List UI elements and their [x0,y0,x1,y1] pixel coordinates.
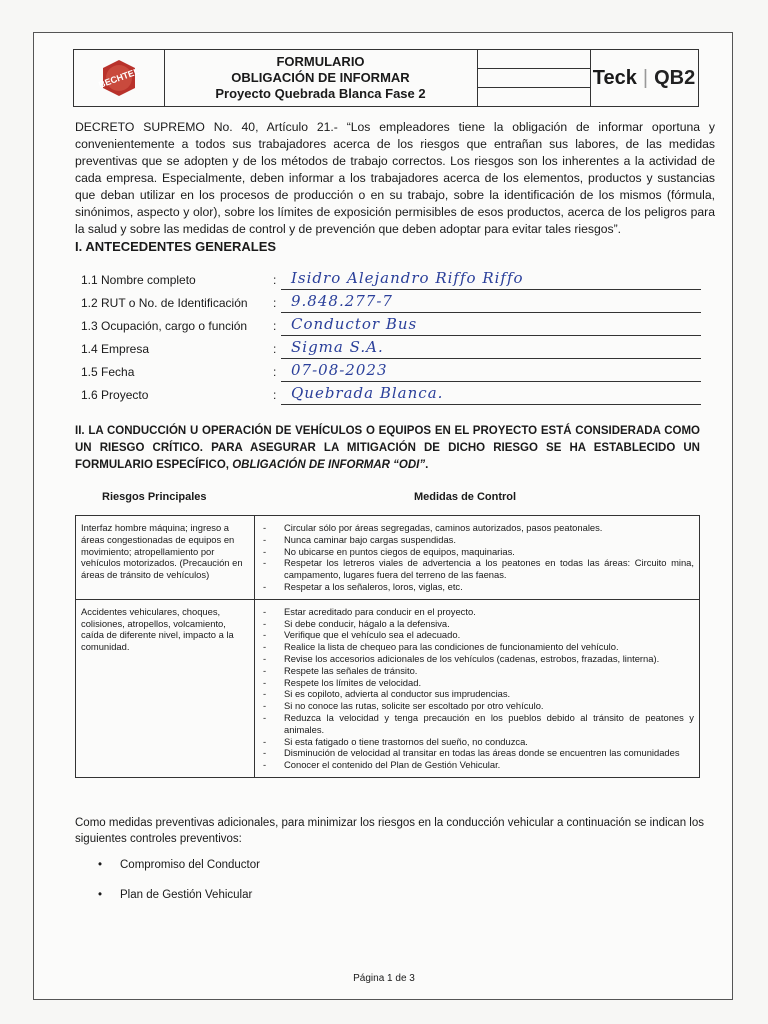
measure-item: - Respete los límites de velocidad. [260,677,694,689]
title-line-1: FORMULARIO [276,54,365,69]
measure-item: - Nunca caminar bajo cargas suspendidas. [260,534,694,546]
form-header [73,49,699,107]
field-value[interactable]: 07-08-2023 [291,361,388,379]
title-line-3: Proyecto Quebrada Blanca Fase 2 [215,86,426,101]
page-number: Página 1 de 3 [353,973,415,984]
measure-item: - Reduzca la velocidad y tenga precaución en los pueblos debido al tránsito de peatones y animales. [260,712,694,736]
field-label: 1.3 Ocupación, cargo o función [81,319,248,333]
decree-paragraph: DECRETO SUPREMO No. 40, Artículo 21.- “Los empleadores tiene la obligación de informar oportuna y convenientemente a todos sus trabajadores acerca de los riesgos que entrañan sus labores, de las medidas preventivas que se adopten y de los métodos de trabajo correctos. Los riesgos son los inherentes a la actividad de cada empresa. Especialmente, deben informar a los trabajadores acerca de los elementos, productos y sustancias que deban utilizar en los procesos de producción o en su trabajo, sobre la identificación de los mismos (fórmula, sinónimos, aspecto y olor), sobre los límites de exposición permisibles de esos productos, acerca de los peligros para la salud y sobre las medidas de control y de prevención que deben adoptar para evitar tales riesgos”. [75,120,715,236]
measure-item: - Si esta fatigado o tiene trastornos del sueño, no conduzca. [260,736,694,748]
measure-item: - Respete las señales de tránsito. [260,665,694,677]
field-value[interactable]: Quebrada Blanca. [291,384,444,402]
field-label: 1.2 RUT o No. de Identificación [81,296,248,310]
risk-cell: Accidentes vehiculares, choques, colisiones, atropellos, volcamiento, caída de diferente nivel, impacto a la comunidad. [76,599,255,777]
document-page [33,32,733,1000]
table-row [76,599,700,777]
field-value[interactable]: Isidro Alejandro Riffo Riffo [291,269,524,287]
measures-cell [255,599,700,777]
field-label: 1.5 Fecha [81,365,135,379]
field-row-proyecto: 1.6 Proyecto : Quebrada Blanca. [81,384,701,407]
field-row-fecha: 1.5 Fecha : 07-08-2023 [81,361,701,384]
general-fields [81,269,701,407]
bullet-icon: • [98,889,103,901]
teck-qb2-logo [590,50,698,106]
measure-item: - Circular sólo por áreas segregadas, caminos autorizados, pasos peatonales. [260,522,694,534]
measure-item: - Si es copiloto, advierta al conductor sus imprudencias. [260,688,694,700]
header-blank-cells [478,50,591,106]
section-2-title: II. LA CONDUCCIÓN U OPERACIÓN DE VEHÍCULOS O EQUIPOS EN EL PROYECTO ESTÁ CONSIDERADA COMO UN RIESGO CRÍTICO. PARA ASEGURAR LA MITIGACIÓN DE DICHO RIESGO SE HA ESTABLECIDO UN FORMULARIO ESPECÍFICO, OBLIGACIÓN DE INFORMAR “ODI”. [75,425,700,471]
header-cell [478,69,590,88]
field-row-empresa: 1.4 Empresa : Sigma S.A. [81,338,701,361]
brand-teck: Teck [592,66,637,89]
col-header-medidas: Medidas de Control [414,491,517,503]
bullet-icon: • [98,859,103,871]
field-label: 1.4 Empresa [81,342,150,356]
measure-item: - Respetar a los señaleros, loros, viglas, etc. [260,581,694,593]
risk-control-table [75,515,700,778]
field-label: 1.6 Proyecto [81,388,149,402]
header-cell [478,50,590,69]
section-1-title: I. ANTECEDENTES GENERALES [75,239,277,254]
section-2-text: II. LA CONDUCCIÓN U OPERACIÓN DE VEHÍCULOS O EQUIPOS EN EL PROYECTO ESTÁ CONSIDERADA COMO UN RIESGO CRÍTICO. PARA ASEGURAR LA MITIGACIÓN DE DICHO RIESGO SE HA ESTABLECIDO UN FORMULARIO ESPECÍFICO, [75,425,700,471]
field-value[interactable]: Sigma S.A. [291,338,384,356]
additional-measures-text: Como medidas preventivas adicionales, para minimizar los riesgos en la conducción vehicular a continuación se indican los siguientes controles preventivos: [75,817,704,845]
logo-text: BECHTEL [97,66,141,90]
field-row-rut: 1.2 RUT o No. de Identificación : 9.848.277-7 [81,292,701,315]
measure-item: - Disminución de velocidad al transitar en todas las áreas donde se encuentren las comunidades [260,747,694,759]
col-header-riesgos: Riesgos Principales [102,491,207,503]
field-row-nombre: 1.1 Nombre completo : Isidro Alejandro Riffo Riffo [81,269,701,292]
field-row-ocupacion: 1.3 Ocupación, cargo o función : Conductor Bus [81,315,701,338]
field-label: 1.1 Nombre completo [81,273,196,287]
brand-qb2: QB2 [654,66,696,89]
title-line-2: OBLIGACIÓN DE INFORMAR [231,70,410,85]
measure-item: - Conocer el contenido del Plan de Gestión Vehicular. [260,759,694,771]
list-item: • Compromiso del Conductor [98,859,260,871]
table-row [76,516,700,600]
brand-separator: | [642,66,649,89]
measure-item: - Respetar los letreros viales de advertencia a los peatones en todas las áreas: Circuito mina, campamento, lugares fuera del terreno de las faenas. [260,557,694,581]
measure-item: - No ubicarse en puntos ciegos de equipos, maquinarias. [260,546,694,558]
field-value[interactable]: 9.848.277-7 [291,292,393,310]
section-2-italic: OBLIGACIÓN DE INFORMAR “ODI” [232,459,426,471]
measure-item: - Si no conoce las rutas, solicite ser escoltado por otro vehículo. [260,700,694,712]
risk-cell: Interfaz hombre máquina; ingreso a áreas congestionadas de equipos en movimiento; atropellamiento por vehículos motorizados. (Precaución en áreas de tránsito de vehículos) [76,516,255,600]
measure-item: - Realice la lista de chequeo para las condiciones de funcionamiento del vehículo. [260,641,694,653]
header-cell [478,88,590,106]
form-title [164,50,478,106]
measure-item: - Revise los accesorios adicionales de los vehículos (cadenas, estrobos, frazadas, linterna). [260,653,694,665]
measure-item: - Verifique que el vehículo sea el adecuado. [260,629,694,641]
measures-cell [255,516,700,600]
list-item: • Plan de Gestión Vehicular [98,889,253,901]
preventive-controls-list [94,859,260,919]
measure-item: - Estar acreditado para conducir en el proyecto. [260,606,694,618]
measure-item: - Si debe conducir, hágalo a la defensiva. [260,618,694,630]
bechtel-logo [74,50,165,106]
field-value[interactable]: Conductor Bus [291,315,418,333]
